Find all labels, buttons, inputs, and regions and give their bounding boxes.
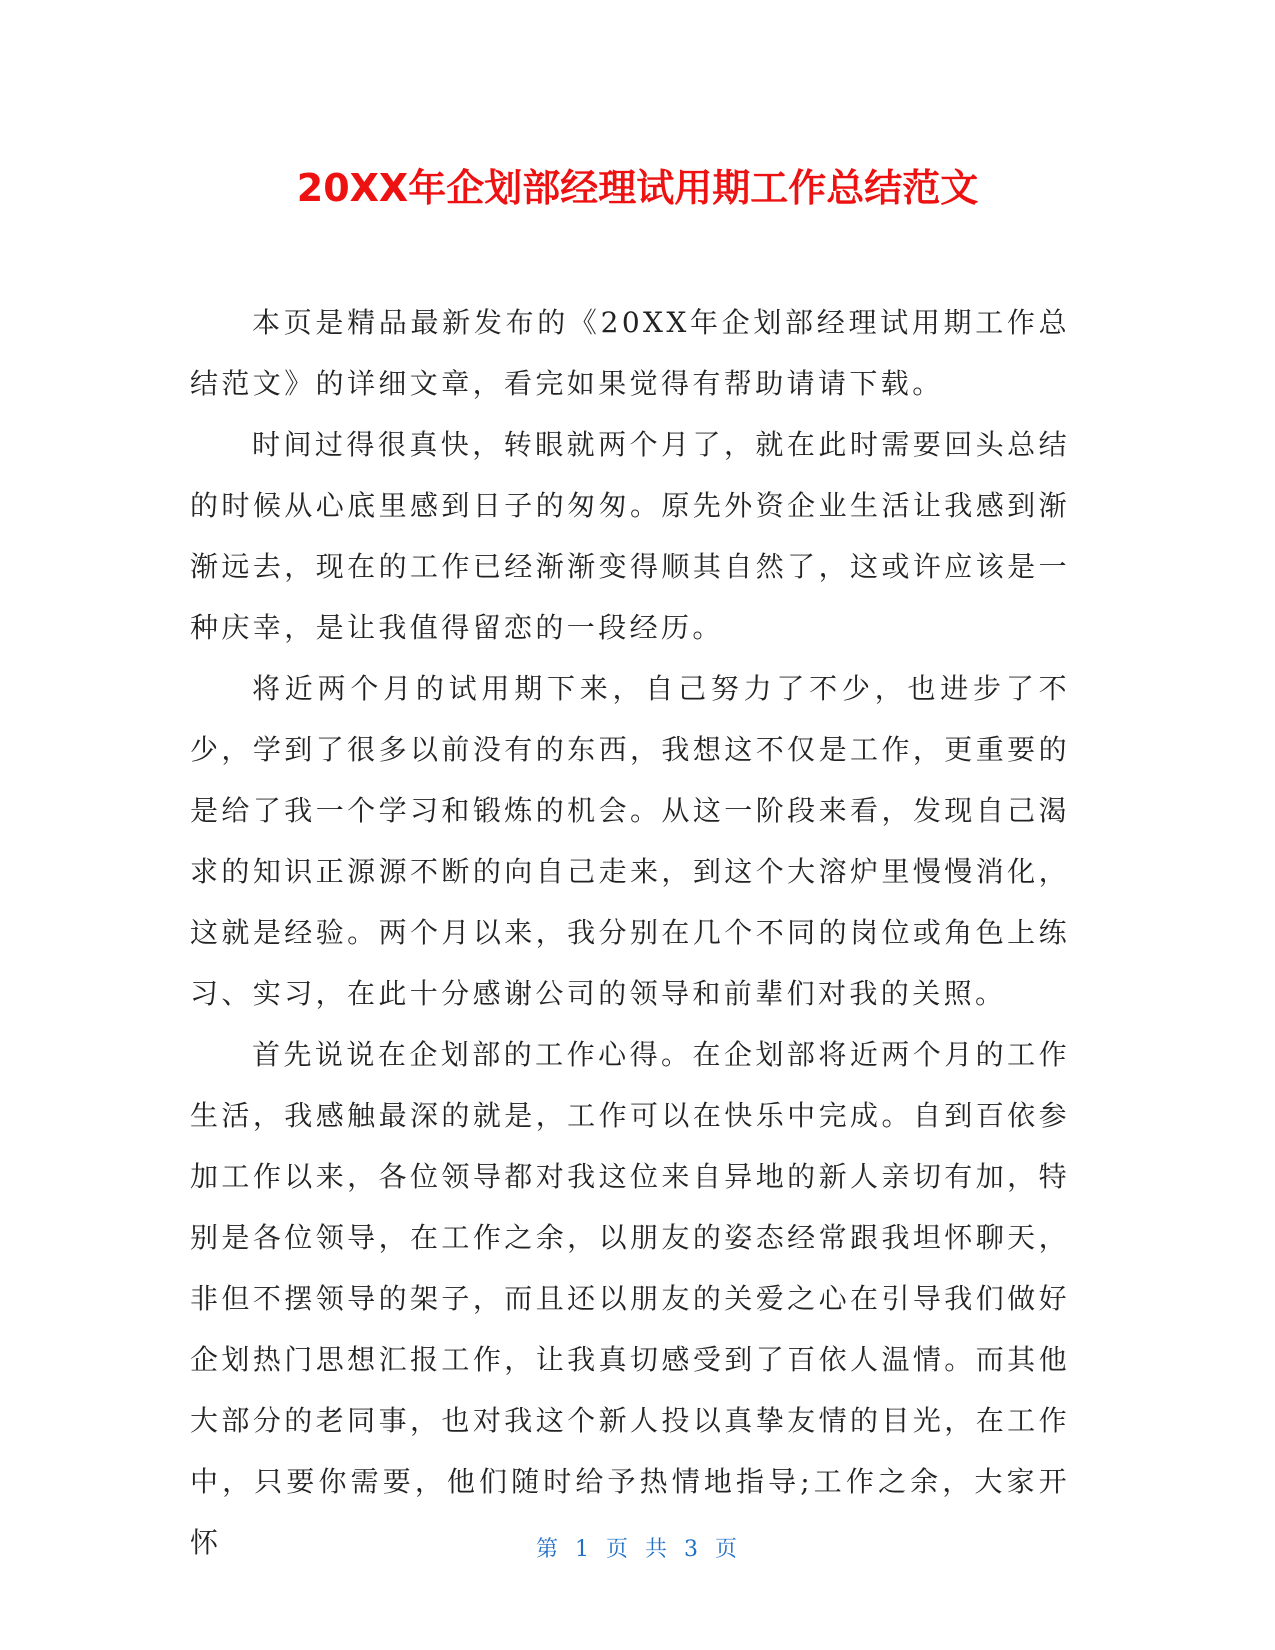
paragraph-time: 时间过得很真快，转眼就两个月了，就在此时需要回头总结的时候从心底里感到日子的匆匆。原先外资企业生活让我感到渐渐远去，现在的工作已经渐渐变得顺其自然了，这或许应该是一种庆幸，是让我值得留恋的一段经历。 [190, 428, 1070, 644]
paragraph-planning-dept: 首先说说在企划部的工作心得。在企划部将近两个月的工作生活，我感触最深的就是，工作可以在快乐中完成。自到百依参加工作以来，各位领导都对我这位来自异地的新人亲切有加，特别是各位领导，在工作之余，以朋友的姿态经常跟我坦怀聊天，非但不摆领导的架子，而且还以朋友的关爱之心在引导我们做好企划热门思想汇报工作，让我真切感受到了百依人温情。而其他大部分的老同事，也对我这个新人投以真挚友情的目光，在工作中，只要你需要，他们随时给予热情地指导;工作之余，大家开怀 [190, 1038, 1070, 1559]
page-number-footer: 第 1 页 共 3 页 [536, 1537, 739, 1562]
document-body [190, 292, 1070, 1573]
document-title: 20XX年企划部经理试用期工作总结范文 [296, 166, 979, 210]
paragraph-intro: 本页是精品最新发布的《20XX年企划部经理试用期工作总结范文》的详细文章，看完如果觉得有帮助请请下载。 [190, 306, 1070, 400]
paragraph-probation: 将近两个月的试用期下来，自己努力了不少，也进步了不少，学到了很多以前没有的东西，我想这不仅是工作，更重要的是给了我一个学习和锻炼的机会。从这一阶段来看，发现自己渴求的知识正源源不断的向自己走来，到这个大溶炉里慢慢消化，这就是经验。两个月以来，我分别在几个不同的岗位或角色上练习、实习，在此十分感谢公司的领导和前辈们对我的关照。 [190, 672, 1070, 1010]
